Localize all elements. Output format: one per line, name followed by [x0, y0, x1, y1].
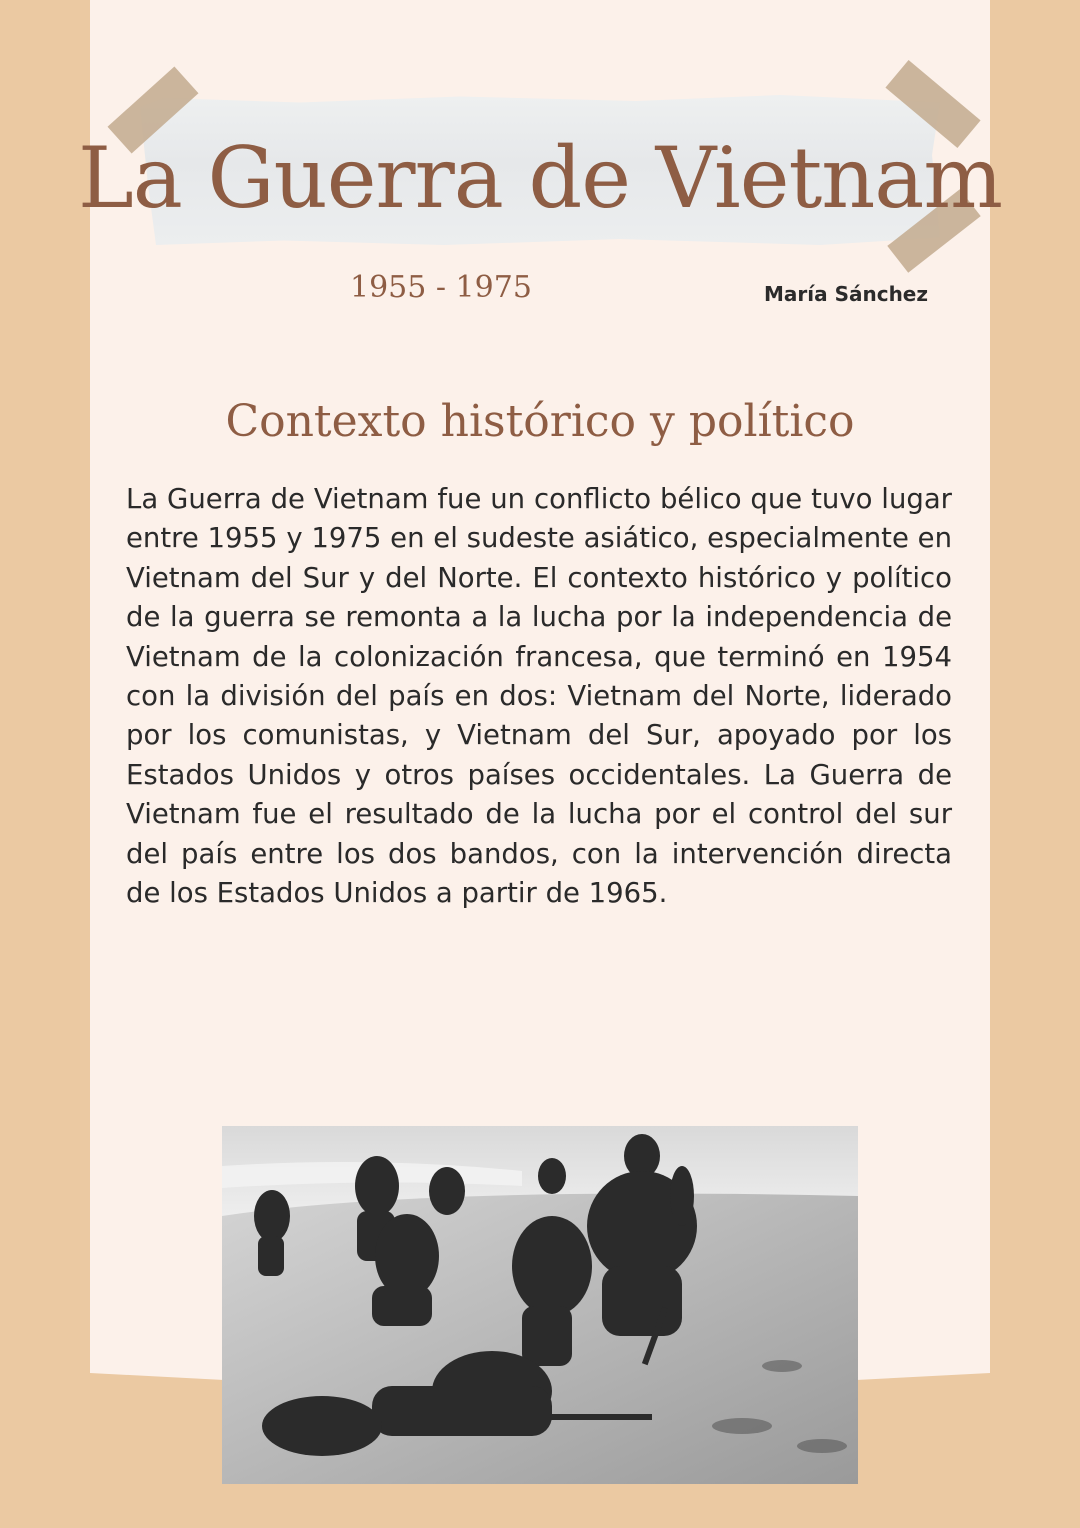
body-paragraph: La Guerra de Vietnam fue un conflicto bélico que tuvo lugar entre 1955 y 1975 en el sudeste asiático, especialmente en Vietnam del Sur y del Norte. El contexto histórico y político de la guerra se remonta a la lucha por la independencia de Vietnam de la colonización francesa, que terminó en 1954 con la división del país en dos: Vietnam del Norte, liderado por los comunistas, y Vietnam del Sur, apoyado por los Estados Unidos y otros países occidentales. La Guerra de Vietnam fue el resultado de la lucha por el control del sur del país entre los dos bandos, con la intervención directa de los Estados Unidos a partir de 1965. — [126, 483, 952, 910]
section-title: Contexto histórico y político — [225, 396, 855, 447]
historical-photo — [222, 1126, 858, 1484]
date-range: 1955 - 1975 — [350, 270, 532, 305]
author-name: María Sánchez — [764, 282, 929, 306]
photo-soldiers-beach-icon — [222, 1126, 858, 1484]
page-title: La Guerra de Vietnam — [77, 129, 1003, 227]
